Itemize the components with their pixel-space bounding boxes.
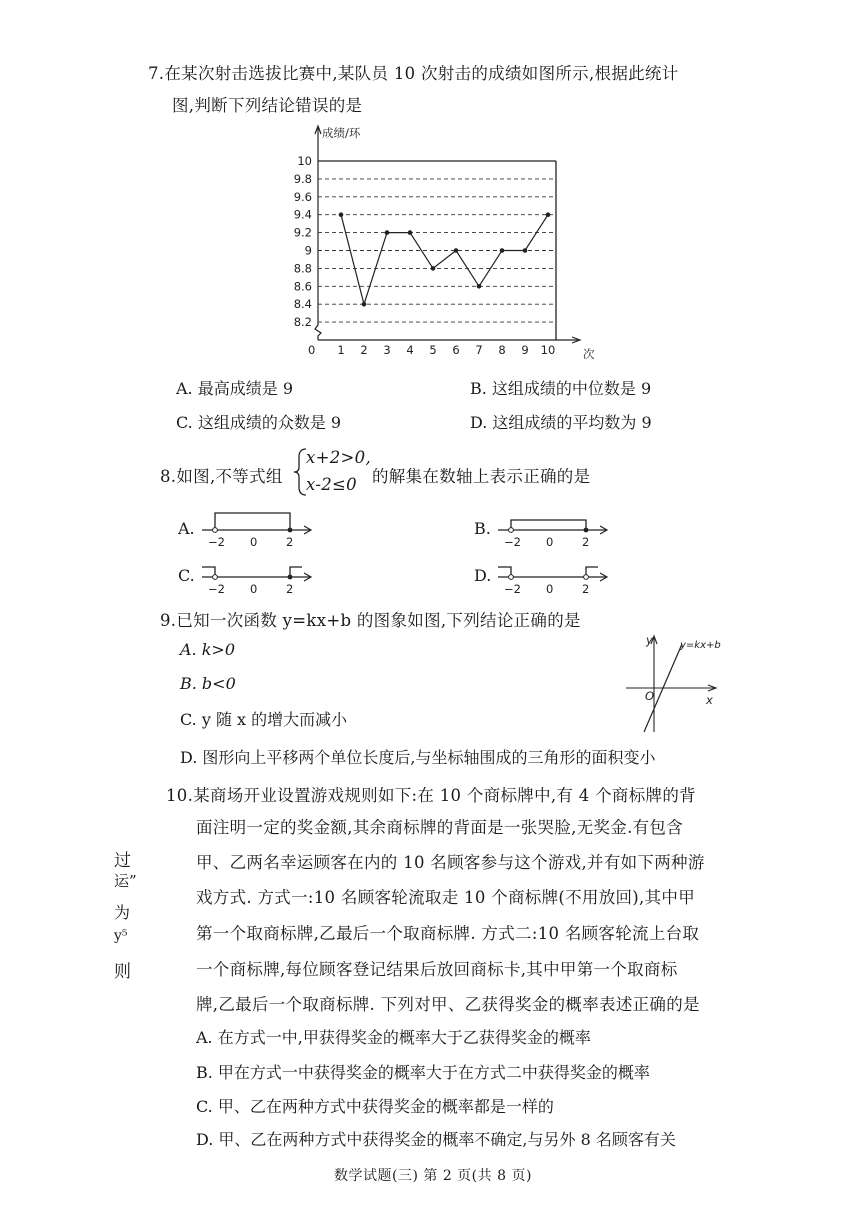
graph-origin: O (645, 689, 655, 703)
q9-option-a[interactable]: A. k>0 (180, 640, 236, 659)
x-tick-label: 2 (360, 343, 368, 357)
y-tick-label: 9 (304, 243, 312, 258)
q7-option-a[interactable]: A. 最高成绩是 9 (176, 379, 293, 398)
q9-stem: 9.已知一次函数 y=kx+b 的图象如图,下列结论正确的是 (160, 611, 581, 630)
tick-label: −2 (504, 582, 521, 596)
x-tick-label: 5 (429, 343, 437, 357)
tick-label: −2 (504, 535, 521, 549)
q10-line6: 一个商标牌,每位顾客登记结果后放回商标卡,其中甲第一个取商标 (196, 960, 678, 979)
q10-option-d[interactable]: D. 甲、乙在两种方式中获得奖金的概率不确定,与另外 8 名顾客有关 (196, 1130, 676, 1149)
data-point (454, 248, 459, 253)
margin-fragment: 运” (114, 872, 137, 890)
margin-fragment: 则 (114, 962, 131, 982)
y-tick-label: 8.4 (293, 297, 312, 312)
q9-option-d[interactable]: D. 图形向上平移两个单位长度后,与坐标轴围成的三角形的面积变小 (180, 748, 656, 767)
q9-option-b[interactable]: B. b<0 (180, 674, 236, 693)
tick-label: −2 (208, 582, 225, 596)
q8-inequality-2: x-2≤0 (306, 475, 357, 494)
q9-function-graph (620, 632, 730, 742)
data-point (523, 248, 528, 253)
y-tick-label: 9.6 (293, 189, 312, 204)
margin-fragment: 过 (114, 851, 131, 871)
data-point (546, 212, 551, 217)
data-point (339, 212, 344, 217)
tick-label: −2 (208, 535, 225, 549)
graph-y-label: y (646, 633, 653, 647)
y-axis (315, 128, 321, 340)
y-tick-label: 9.8 (293, 171, 312, 186)
tick-label: 0 (546, 535, 554, 549)
x-tick-label: 6 (452, 343, 460, 357)
x-tick-label: 4 (406, 343, 414, 357)
data-point (408, 230, 413, 235)
q8-option-d-numberline[interactable] (494, 555, 614, 595)
x-tick-label: 1 (337, 343, 345, 357)
tick-label: 2 (286, 535, 294, 549)
q10-option-b[interactable]: B. 甲在方式一中获得奖金的概率大于在方式二中获得奖金的概率 (196, 1063, 650, 1082)
page-footer: 数学试题(三) 第 2 页(共 8 页) (334, 1168, 532, 1184)
tick-label: 2 (582, 582, 590, 596)
x-tick-label: 8 (498, 343, 506, 357)
chart-xlabel: 次 (583, 347, 595, 361)
q7-option-d[interactable]: D. 这组成绩的平均数为 9 (470, 413, 652, 432)
margin-fragment: y⁵ (114, 928, 128, 944)
score-series-line (341, 215, 548, 305)
q10-line5: 第一个取商标牌,乙最后一个取商标牌. 方式二:10 名顾客轮流上台取 (196, 924, 700, 943)
q7-stem-line2: 图,判断下列结论错误的是 (172, 96, 363, 115)
tick-label: 0 (546, 582, 554, 596)
q10-option-a[interactable]: A. 在方式一中,甲获得奖金的概率大于乙获得奖金的概率 (196, 1028, 591, 1047)
x-tick-label: 3 (383, 343, 391, 357)
q8-option-b-label[interactable]: B. (474, 519, 491, 538)
q8-option-d-label[interactable]: D. (474, 566, 492, 585)
q8-option-a-numberline[interactable] (198, 508, 318, 548)
data-point (431, 266, 436, 271)
y-tick-label: 8.2 (293, 315, 312, 330)
q8-inequality-1: x+2>0, (306, 448, 371, 467)
q10-line2: 面注明一定的奖金额,其余商标牌的背面是一张哭脸,无奖金.有包含 (196, 818, 684, 837)
q7-option-c[interactable]: C. 这组成绩的众数是 9 (176, 413, 342, 432)
data-point (362, 302, 367, 307)
graph-line-label: y=kx+b (680, 640, 721, 651)
q10-line3: 甲、乙两名幸运顾客在内的 10 名顾客参与这个游戏,并有如下两种游 (196, 853, 705, 872)
q10-line7: 牌,乙最后一个取商标牌. 下列对甲、乙获得奖金的概率表述正确的是 (196, 995, 700, 1014)
y-tick-label: 10 (297, 154, 312, 168)
tick-label: 2 (286, 582, 294, 596)
x-tick-label: 10 (540, 343, 556, 357)
q7-option-b[interactable]: B. 这组成绩的中位数是 9 (470, 379, 652, 398)
tick-label: 2 (582, 535, 590, 549)
q8-option-a-label[interactable]: A. (178, 519, 195, 538)
q9-option-c[interactable]: C. y 随 x 的增大而减小 (180, 710, 348, 729)
margin-fragment: 为 (114, 903, 131, 922)
chart-origin: 0 (308, 343, 316, 357)
x-tick-label: 7 (475, 343, 483, 357)
y-tick-label: 8.8 (293, 261, 312, 276)
q8-option-c-label[interactable]: C. (178, 566, 195, 585)
y-tick-label: 8.6 (293, 279, 312, 294)
graph-x-label: x (706, 693, 713, 707)
q8-option-c-numberline[interactable] (198, 555, 318, 595)
tick-label: 0 (250, 582, 258, 596)
chart-ylabel: 成绩/环 (322, 126, 361, 140)
q8-prefix: 8.如图,不等式组 (160, 467, 283, 486)
q8-suffix: 的解集在数轴上表示正确的是 (372, 467, 591, 486)
q10-line1: 10.某商场开业设置游戏规则如下:在 10 个商标牌中,有 4 个商标牌的背 (166, 786, 696, 805)
data-point (477, 284, 482, 289)
y-tick-label: 9.2 (293, 225, 312, 240)
q7-stem-line1: 7.在某次射击选拔比赛中,某队员 10 次射击的成绩如图所示,根据此统计 (148, 64, 679, 83)
q8-option-b-numberline[interactable] (494, 508, 614, 548)
y-tick-label: 9.4 (293, 207, 312, 222)
q10-line4: 戏方式. 方式一:10 名顾客轮流取走 10 个商标牌(不用放回),其中甲 (196, 888, 695, 907)
data-point (385, 230, 390, 235)
x-tick-label: 9 (521, 343, 529, 357)
q10-option-c[interactable]: C. 甲、乙在两种方式中获得奖金的概率都是一样的 (196, 1097, 554, 1116)
data-point (500, 248, 505, 253)
tick-label: 0 (250, 535, 258, 549)
